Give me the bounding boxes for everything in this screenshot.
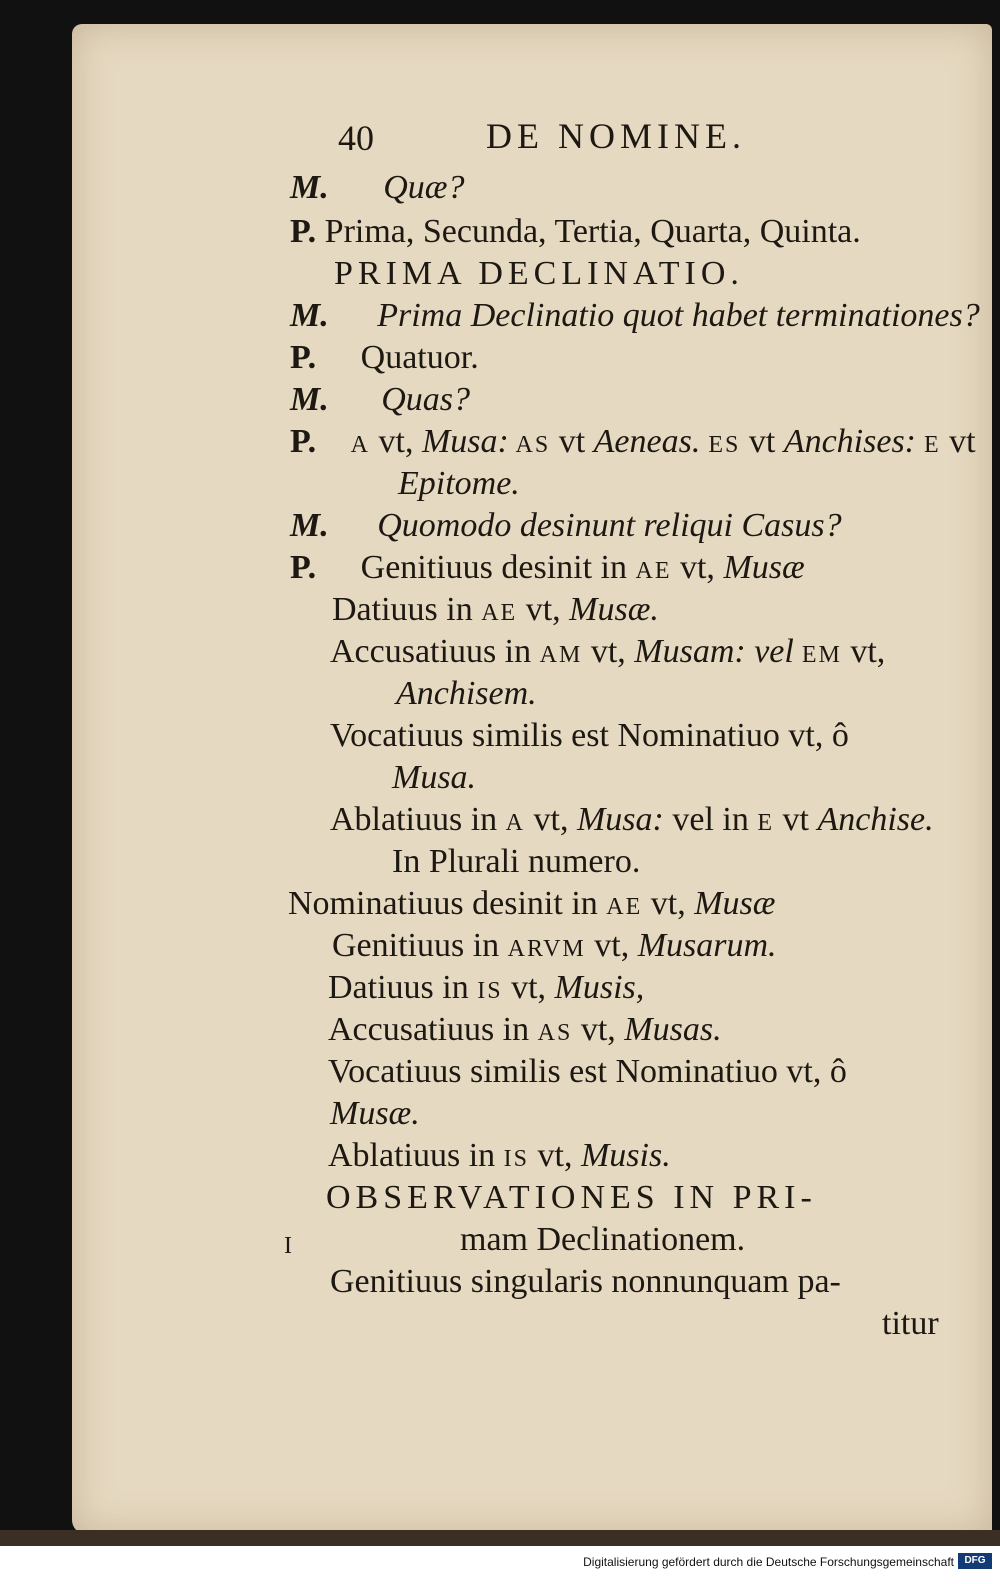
text-line-4: M. Prima Declinatio quot habet terminationes? (290, 297, 980, 334)
text-line-11: Datiuus in AE vt, Musæ. (332, 591, 659, 628)
text-line-23: Musæ. (330, 1095, 420, 1132)
text-line-2: P. Prima, Secunda, Tertia, Quarta, Quinta. (290, 213, 861, 250)
text-line-20: Datiuus in IS vt, Musis, (328, 969, 645, 1006)
margin-mark: I (284, 1233, 292, 1259)
book-edge (0, 1530, 1000, 1546)
text-line-5: P. Quatuor. (290, 339, 479, 376)
text-line-26: mam Declinationem. (460, 1221, 746, 1258)
text-line-9: M. Quomodo desinunt reliqui Casus? (290, 507, 842, 544)
text-line-16: Ablatiuus in A vt, Musa: vel in E vt Anchise. (330, 801, 934, 838)
text-line-1: M. Quæ? (290, 169, 465, 206)
running-head: DE NOMINE. (486, 116, 746, 156)
text-line-15: Musa. (392, 759, 477, 796)
text-line-14: Vocatiuus similis est Nominatiuo vt, ô (330, 717, 849, 754)
section-heading-prima-declinatio: PRIMA DECLINATIO. (334, 255, 744, 292)
text-line-7: P. A vt, Musa: AS vt Aeneas. ES vt Anchises: E vt (290, 423, 976, 460)
catchword: titur (882, 1305, 939, 1342)
text-line-6: M. Quas? (290, 381, 471, 418)
section-heading-observationes: OBSERVATIONES IN PRI- (326, 1179, 817, 1216)
text-line-10: P. Genitiuus desinit in AE vt, Musæ (290, 549, 805, 586)
text-line-17: In Plurali numero. (392, 843, 641, 880)
page-number: 40 (338, 118, 374, 158)
text-line-8: Epitome. (398, 465, 520, 502)
text-line-21: Accusatiuus in AS vt, Musas. (328, 1011, 722, 1048)
text-line-27: Genitiuus singularis nonnunquam pa- (330, 1263, 841, 1300)
digitization-credit: Digitalisierung gefördert durch die Deutsche Forschungsgemeinschaft (583, 1555, 954, 1569)
text-line-24: Ablatiuus in IS vt, Musis. (328, 1137, 671, 1174)
text-line-13: Anchisem. (396, 675, 537, 712)
text-line-22: Vocatiuus similis est Nominatiuo vt, ô (328, 1053, 847, 1090)
text-line-12: Accusatiuus in AM vt, Musam: vel EM vt, (330, 633, 886, 670)
text-line-19: Genitiuus in ARVM vt, Musarum. (332, 927, 777, 964)
text-line-18: Nominatiuus desinit in AE vt, Musæ (288, 885, 776, 922)
dfg-logo: DFG (958, 1553, 992, 1569)
